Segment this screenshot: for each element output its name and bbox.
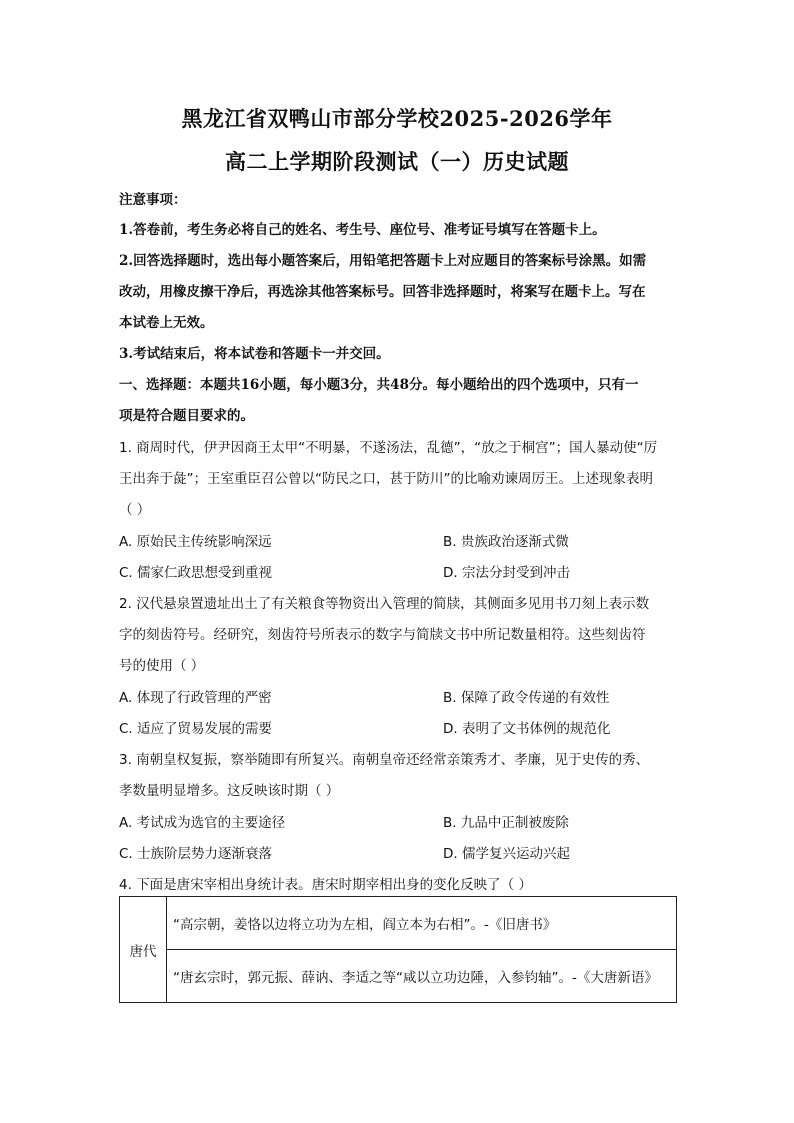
question-3-option-d: D. 儒学复兴运动兴起 [443, 846, 570, 862]
question-3-line1: 3. 南朝皇权复振，察举随即有所复兴。南朝皇帝还经常亲策秀才、孝廉，见于史传的秀、 [119, 752, 650, 768]
question-2-option-d: D. 表明了文书体例的规范化 [443, 721, 611, 737]
question-1-option-d: D. 宗法分封受到冲击 [443, 565, 570, 581]
question-3-option-b: B. 九品中正制被废除 [443, 815, 569, 831]
note-2-line2: 改动，用橡皮擦干净后，再选涂其他答案标号。回答非选择题时，将案写在题卡上。写在 [119, 284, 646, 300]
note-2-line3: 本试卷上无效。 [119, 315, 214, 331]
note-3: 3.考试结束后，将本试卷和答题卡一并交回。 [119, 346, 390, 362]
table-era-cell: 唐代 [120, 897, 167, 1003]
section-heading-line1: 一、选择题：本题共16小题，每小题3分，共48分。每小题给出的四个选项中，只有一 [119, 377, 639, 393]
question-4-line1: 4. 下面是唐宋宰相出身统计表。唐宋时期宰相出身的变化反映了（ ） [119, 877, 532, 893]
question-2-option-b: B. 保障了政令传递的有效性 [443, 690, 610, 706]
note-1: 1.答卷前，考生务必将自己的姓名、考生号、座位号、准考证号填写在答题卡上。 [119, 222, 606, 238]
question-2-line1: 2. 汉代悬泉置遗址出土了有关粮食等物资出入管理的简牍，其侧面多见用书刀刻上表示数 [119, 596, 650, 612]
note-2-line1: 2.回答选择题时，选出每小题答案后，用铅笔把答题卡上对应题目的答案标号涂黑。如需 [119, 253, 647, 269]
table-row [120, 897, 677, 950]
section-heading-line2: 项是符合题目要求的。 [119, 408, 254, 424]
question-1-line3: （ ） [119, 502, 151, 518]
table-cell-quote-1: “高宗朝，姜恪以边将立功为左相，阎立本为右相”。-《旧唐书》 [167, 897, 677, 950]
question-1-option-c: C. 儒家仁政思想受到重视 [119, 565, 273, 581]
question-1-line1: 1. 商周时代，伊尹因商王太甲“不明暴，不遂汤法，乱德”，“放之于桐宫”；国人暴动使“厉 [119, 440, 658, 456]
table-row [120, 950, 677, 1003]
question-1-option-b: B. 贵族政治逐渐式微 [443, 534, 569, 550]
question-3-option-c: C. 士族阶层势力逐渐衰落 [119, 846, 273, 862]
chancellor-origin-table [119, 896, 677, 1003]
question-2-line3: 号的使用（ ） [119, 658, 205, 674]
exam-title-line1: 黑龙江省双鸭山市部分学校2025-2026学年 [181, 106, 613, 131]
question-1-option-a: A. 原始民主传统影响深远 [119, 534, 272, 550]
question-2-line2: 字的刻齿符号。经研究，刻齿符号所表示的数字与简牍文书中所记数量相符。这些刻齿符 [119, 627, 646, 643]
table-cell-quote-2: “唐玄宗时，郭元振、薛讷、李适之等“咸以立功边陲，入参钧轴”。-《大唐新语》 [167, 950, 677, 1003]
question-1-line2: 王出奔于彘”；王室重臣召公曾以“防民之口，甚于防川”的比喻劝谏周厉王。上述现象表明 [119, 471, 653, 487]
question-2-option-a: A. 体现了行政管理的严密 [119, 690, 272, 706]
question-2-option-c: C. 适应了贸易发展的需要 [119, 721, 273, 737]
question-3-option-a: A. 考试成为选官的主要途径 [119, 815, 286, 831]
exam-title-line2: 高二上学期阶段测试（一）历史试题 [225, 149, 569, 174]
question-3-line2: 孝数量明显增多。这反映该时期（ ） [119, 783, 340, 799]
notes-heading: 注意事项： [119, 192, 187, 208]
